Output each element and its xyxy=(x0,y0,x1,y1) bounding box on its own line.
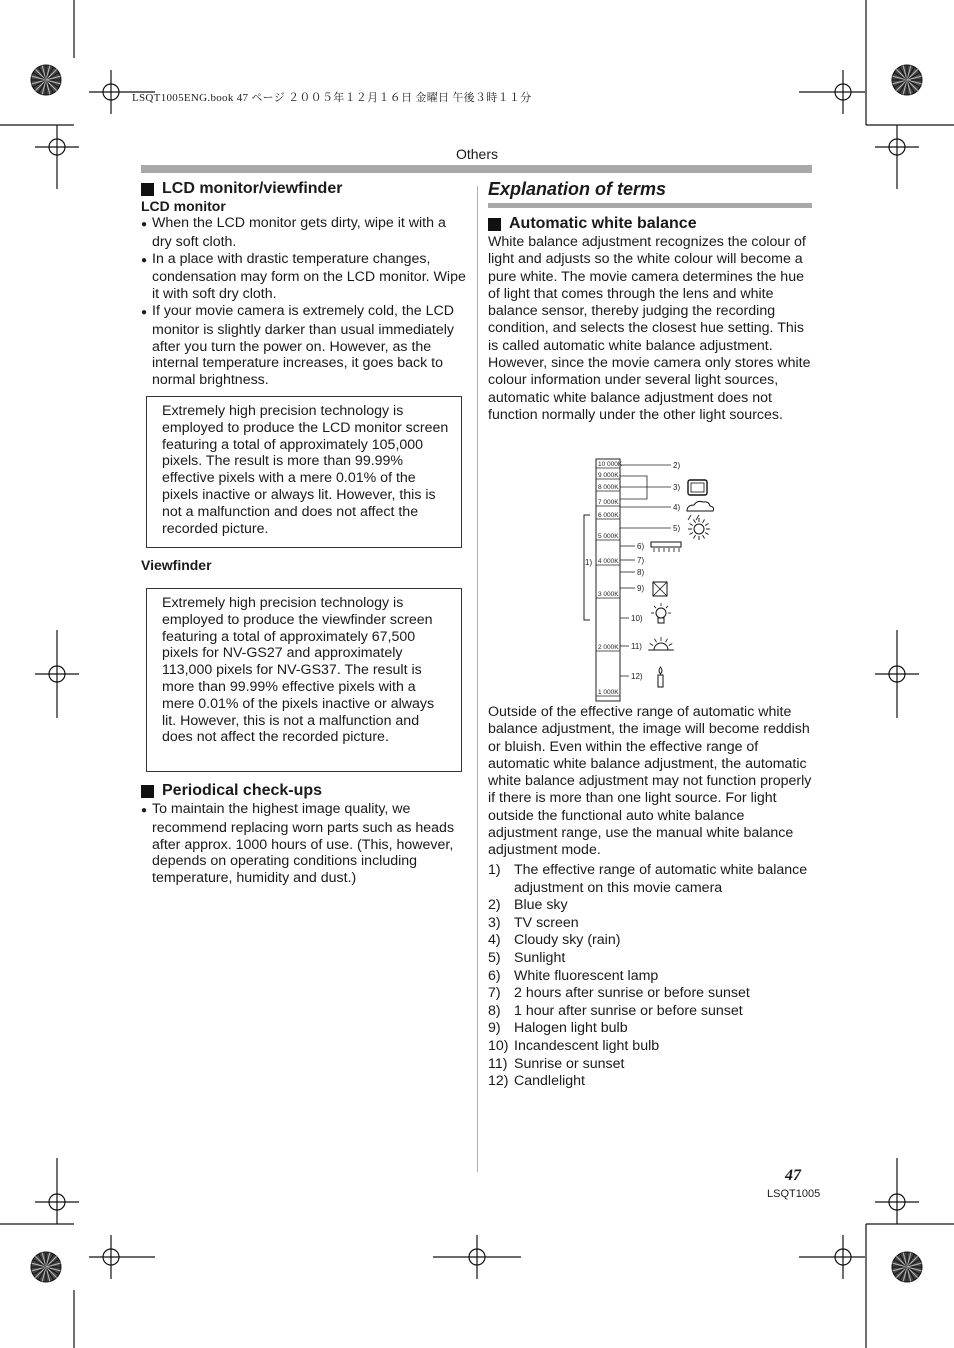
list-item: 2) Blue sky xyxy=(488,897,568,914)
bullet-icon: ● xyxy=(141,219,148,230)
explanation-title: Explanation of terms xyxy=(488,179,667,199)
starburst-dial-icon xyxy=(892,1252,922,1282)
list-item: 4) Cloudy sky (rain) xyxy=(488,932,621,949)
column-divider xyxy=(477,186,478,1172)
list-item: 8) 1 hour after sunrise or before sunset xyxy=(488,1002,743,1019)
lcd-bullet-list xyxy=(141,215,466,389)
scale-tick-label: 7 000K xyxy=(598,499,619,506)
awb-paragraph: White balance adjustment recognizes the colour of light and adjusts so the white colour will become a pure white. The movie camera determines the hue of light that comes through the lens and white balance sensor, thereby judging the recording condition, and selects the closest hue setting. This is called automatic white balance adjustment. However, since the movie camera only stores white colour information under several light sources, automatic white balance adjustment does not function normally under the other light sources. xyxy=(488,234,811,423)
viewfinder-note-box: Extremely high precision technology is employed to produce the viewfinder screen featuring a total of approximately 67,500 pixels for NV-GS27 and approximately 113,000 pixels for NV-GS37. The result is more than 99.99% effective pixels with a mere 0.01% of the pixels inactive or always lit. However, this is not a malfunction and does not affect the recorded picture. xyxy=(146,588,462,772)
tv-range-bracket xyxy=(620,476,647,499)
print-header: LSQT1005ENG.book 47 ページ ２００５年１２月１６日 金曜日 午後３時１１分 xyxy=(132,92,532,104)
scale-tick-label: 3 000K xyxy=(598,591,619,598)
list-item: 12) Candlelight xyxy=(488,1073,585,1090)
fluorescent-lamp-icon xyxy=(651,542,681,552)
scale-tick-label: 9 000K xyxy=(598,472,619,479)
legend-list xyxy=(488,862,818,1091)
page-number: 47 xyxy=(785,1167,801,1184)
checkups-heading: Periodical check-ups xyxy=(141,782,322,800)
awb-heading: Automatic white balance xyxy=(488,215,697,233)
top-rule xyxy=(141,165,812,173)
explanation-rule xyxy=(488,203,812,208)
bullet-icon: ● xyxy=(141,306,148,318)
list-item: ● If your movie camera is extremely cold, the LCD monitor is slightly darker than usual immediately after you turn the power on. However, as the internal temperature increases, it goes back to normal brightness. xyxy=(141,302,455,389)
list-item: 7) 2 hours after sunrise or before sunset xyxy=(488,985,750,1002)
scale-tick-label: 4 000K xyxy=(598,558,619,565)
sunset-icon xyxy=(648,637,674,650)
scale-tick-label: 6 000K xyxy=(598,512,619,519)
starburst-dial-icon xyxy=(31,65,61,95)
tv-screen-icon xyxy=(688,480,707,495)
white-balance-diagram xyxy=(575,455,735,705)
scale-tick-label: 5 000K xyxy=(598,533,619,540)
list-item: 11) Sunrise or sunset xyxy=(488,1055,625,1072)
scale-tick-label: 1 000K xyxy=(598,689,619,696)
section-marker-icon xyxy=(488,218,501,231)
pointer-label: 2) xyxy=(673,461,681,470)
light-bulb-icon xyxy=(651,603,671,623)
list-item: ● To maintain the highest image quality, we recommend replacing worn parts such as heads after approx. 1000 hours of use. (This, however, depends on operating conditions including temperature, humidity and dust.) xyxy=(141,801,455,887)
bullet-icon: ● xyxy=(141,254,148,266)
section-marker-icon xyxy=(141,183,154,196)
outside-range-paragraph: Outside of the effective range of automatic white balance adjustment, the image will become reddish or bluish. Even within the effective range of automatic white balance adjustment, the automatic white balance adjustment may not function properly if there is more than one light source. For light outside the functional auto white balance adjustment range, use the manual white balance adjustment mode. xyxy=(488,704,812,859)
pointer-label: 5) xyxy=(673,524,681,533)
list-item: 3) TV screen xyxy=(488,914,579,931)
list-item: 6) White fluorescent lamp xyxy=(488,967,659,984)
pointer-label: 9) xyxy=(637,584,645,593)
pointer-label: 8) xyxy=(637,568,645,577)
scale-tick-label: 2 000K xyxy=(598,644,619,651)
effective-range-label: 1) xyxy=(585,558,593,567)
list-item: 9) Halogen light bulb xyxy=(488,1020,628,1037)
lcd-note-box: Extremely high precision technology is employed to produce the LCD monitor screen featuring a total of approximately 105,000 pixels. The result is more than 99.99% effective pixels with a mere 0.01% of the pixels inactive or always lit. However, this is not a malfunction and does not affect the recorded picture. xyxy=(146,396,462,548)
sun-icon xyxy=(688,518,710,540)
list-item: 1) The effective range of automatic white balance adjustment on this movie camera xyxy=(488,862,808,896)
pointer-label: 6) xyxy=(637,542,645,551)
section-marker-icon xyxy=(141,785,154,798)
list-item: ● When the LCD monitor gets dirty, wipe it with a dry soft cloth. xyxy=(141,215,446,250)
halogen-bulb-icon xyxy=(653,582,667,596)
list-item: ● In a place with drastic temperature changes, condensation may form on the LCD monitor. Wipe it with soft dry cloth. xyxy=(141,250,466,303)
list-item: 5) Sunlight xyxy=(488,949,566,966)
lcd-subheading: LCD monitor xyxy=(141,198,226,214)
pointer-label: 3) xyxy=(673,483,681,492)
scale-column xyxy=(596,459,620,701)
model-code: LSQT1005 xyxy=(767,1188,821,1200)
pointer-label: 7) xyxy=(637,556,645,565)
checkups-bullet-list xyxy=(141,801,466,887)
pointer-label: 4) xyxy=(673,503,681,512)
scale-tick-label: 8 000K xyxy=(598,484,619,491)
candle-icon xyxy=(658,667,663,687)
scale-tick-label: 10 000K xyxy=(598,461,623,468)
starburst-dial-icon xyxy=(892,65,922,95)
bullet-icon: ● xyxy=(141,805,148,816)
pointer-label: 12) xyxy=(631,672,643,681)
lcd-heading: LCD monitor/viewfinder xyxy=(141,180,342,198)
pointer-label: 11) xyxy=(631,642,642,651)
section-label: Others xyxy=(455,146,498,162)
cloud-icon xyxy=(687,501,714,520)
starburst-dial-icon xyxy=(31,1252,61,1282)
viewfinder-subheading: Viewfinder xyxy=(141,557,212,573)
list-item: 10) Incandescent light bulb xyxy=(488,1037,660,1054)
effective-range-bracket xyxy=(584,515,593,620)
pointer-label: 10) xyxy=(631,614,643,623)
